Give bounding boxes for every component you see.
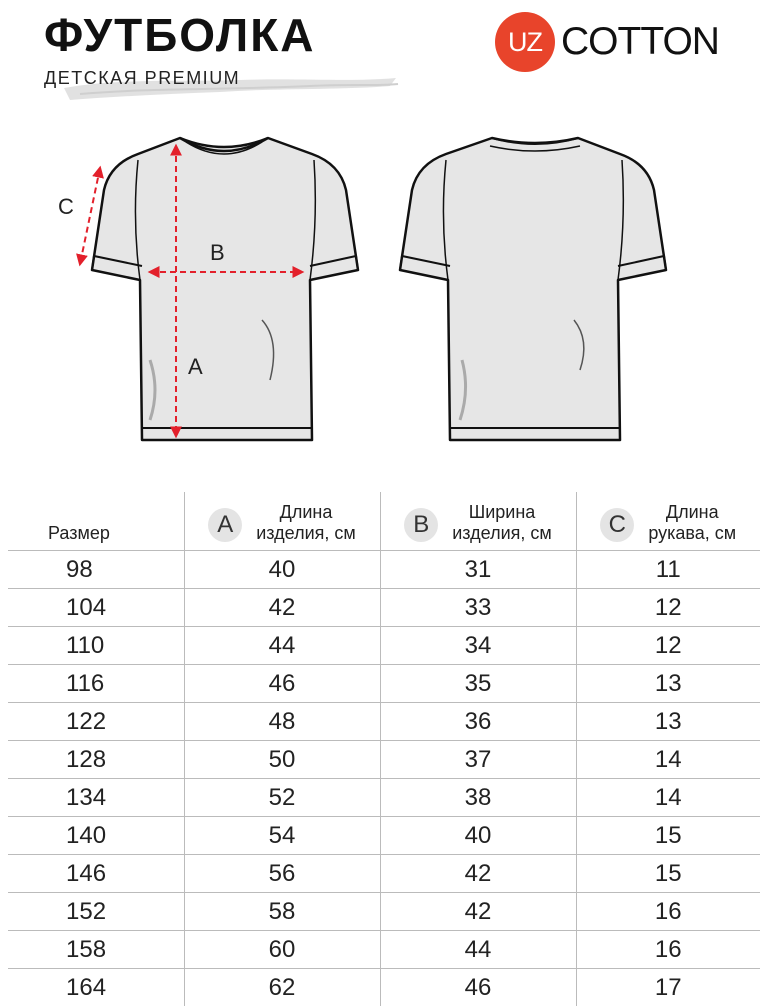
cell-size: 152 (8, 893, 184, 931)
cell-size: 110 (8, 627, 184, 665)
cell-length: 60 (184, 931, 380, 969)
cell-size: 164 (8, 969, 184, 1006)
header-sleeve-line1: Длина (648, 502, 736, 523)
cell-size: 122 (8, 703, 184, 741)
back-shirt (400, 138, 666, 440)
cell-sleeve: 16 (576, 893, 760, 931)
table-row (8, 703, 760, 741)
cell-length: 40 (184, 551, 380, 589)
badge-b: B (404, 508, 438, 542)
cell-length: 42 (184, 589, 380, 627)
cell-sleeve: 16 (576, 931, 760, 969)
table-row (8, 741, 760, 779)
header-length-line1: Длина (256, 502, 356, 523)
size-table (8, 492, 760, 1006)
table-row (8, 893, 760, 931)
cell-sleeve: 12 (576, 589, 760, 627)
cell-length: 46 (184, 665, 380, 703)
cell-length: 54 (184, 817, 380, 855)
header-size: Размер (8, 492, 184, 551)
cell-width: 31 (380, 551, 576, 589)
shirt-diagram (0, 120, 760, 460)
cell-sleeve: 17 (576, 969, 760, 1006)
cell-width: 38 (380, 779, 576, 817)
cell-size: 140 (8, 817, 184, 855)
logo-mark: UZ (495, 12, 555, 72)
cell-length: 62 (184, 969, 380, 1006)
table-row (8, 665, 760, 703)
header-length-line2: изделия, см (256, 523, 356, 544)
cell-sleeve: 13 (576, 703, 760, 741)
cell-width: 46 (380, 969, 576, 1006)
cell-width: 42 (380, 855, 576, 893)
table-row (8, 969, 760, 1006)
badge-c: C (600, 508, 634, 542)
cell-width: 33 (380, 589, 576, 627)
cell-sleeve: 11 (576, 551, 760, 589)
cell-sleeve: 13 (576, 665, 760, 703)
label-c: C (58, 194, 74, 220)
cell-width: 36 (380, 703, 576, 741)
cell-length: 48 (184, 703, 380, 741)
header-width (380, 492, 576, 551)
table-row (8, 779, 760, 817)
cell-length: 50 (184, 741, 380, 779)
cell-width: 42 (380, 893, 576, 931)
badge-a: A (208, 508, 242, 542)
cell-size: 158 (8, 931, 184, 969)
header-sleeve (576, 492, 760, 551)
cell-sleeve: 15 (576, 855, 760, 893)
table-row (8, 931, 760, 969)
header-sleeve-line2: рукава, см (648, 523, 736, 544)
cell-sleeve: 15 (576, 817, 760, 855)
cell-size: 98 (8, 551, 184, 589)
page-subtitle: ДЕТСКАЯ PREMIUM (44, 68, 240, 89)
shirt-drawings (0, 120, 760, 460)
cell-size: 116 (8, 665, 184, 703)
header-width-line2: изделия, см (452, 523, 552, 544)
logo-wordmark: COTTON (561, 20, 719, 64)
cell-length: 44 (184, 627, 380, 665)
cell-size: 146 (8, 855, 184, 893)
label-a: A (188, 354, 203, 380)
header-length (184, 492, 380, 551)
brand-logo (495, 8, 745, 74)
cell-length: 56 (184, 855, 380, 893)
header-width-line1: Ширина (452, 502, 552, 523)
cell-size: 104 (8, 589, 184, 627)
cell-size: 134 (8, 779, 184, 817)
cell-sleeve: 14 (576, 741, 760, 779)
cell-width: 34 (380, 627, 576, 665)
table-row (8, 627, 760, 665)
table-row (8, 589, 760, 627)
cell-width: 44 (380, 931, 576, 969)
cell-length: 52 (184, 779, 380, 817)
table-row (8, 817, 760, 855)
table-row (8, 551, 760, 589)
cell-size: 128 (8, 741, 184, 779)
cell-width: 35 (380, 665, 576, 703)
cell-sleeve: 12 (576, 627, 760, 665)
size-table-header (8, 492, 760, 551)
front-shirt (92, 138, 358, 440)
label-b: B (210, 240, 225, 266)
cell-sleeve: 14 (576, 779, 760, 817)
cell-width: 37 (380, 741, 576, 779)
cell-width: 40 (380, 817, 576, 855)
table-row (8, 855, 760, 893)
cell-length: 58 (184, 893, 380, 931)
page-title: ФУТБОЛКА (44, 8, 316, 62)
